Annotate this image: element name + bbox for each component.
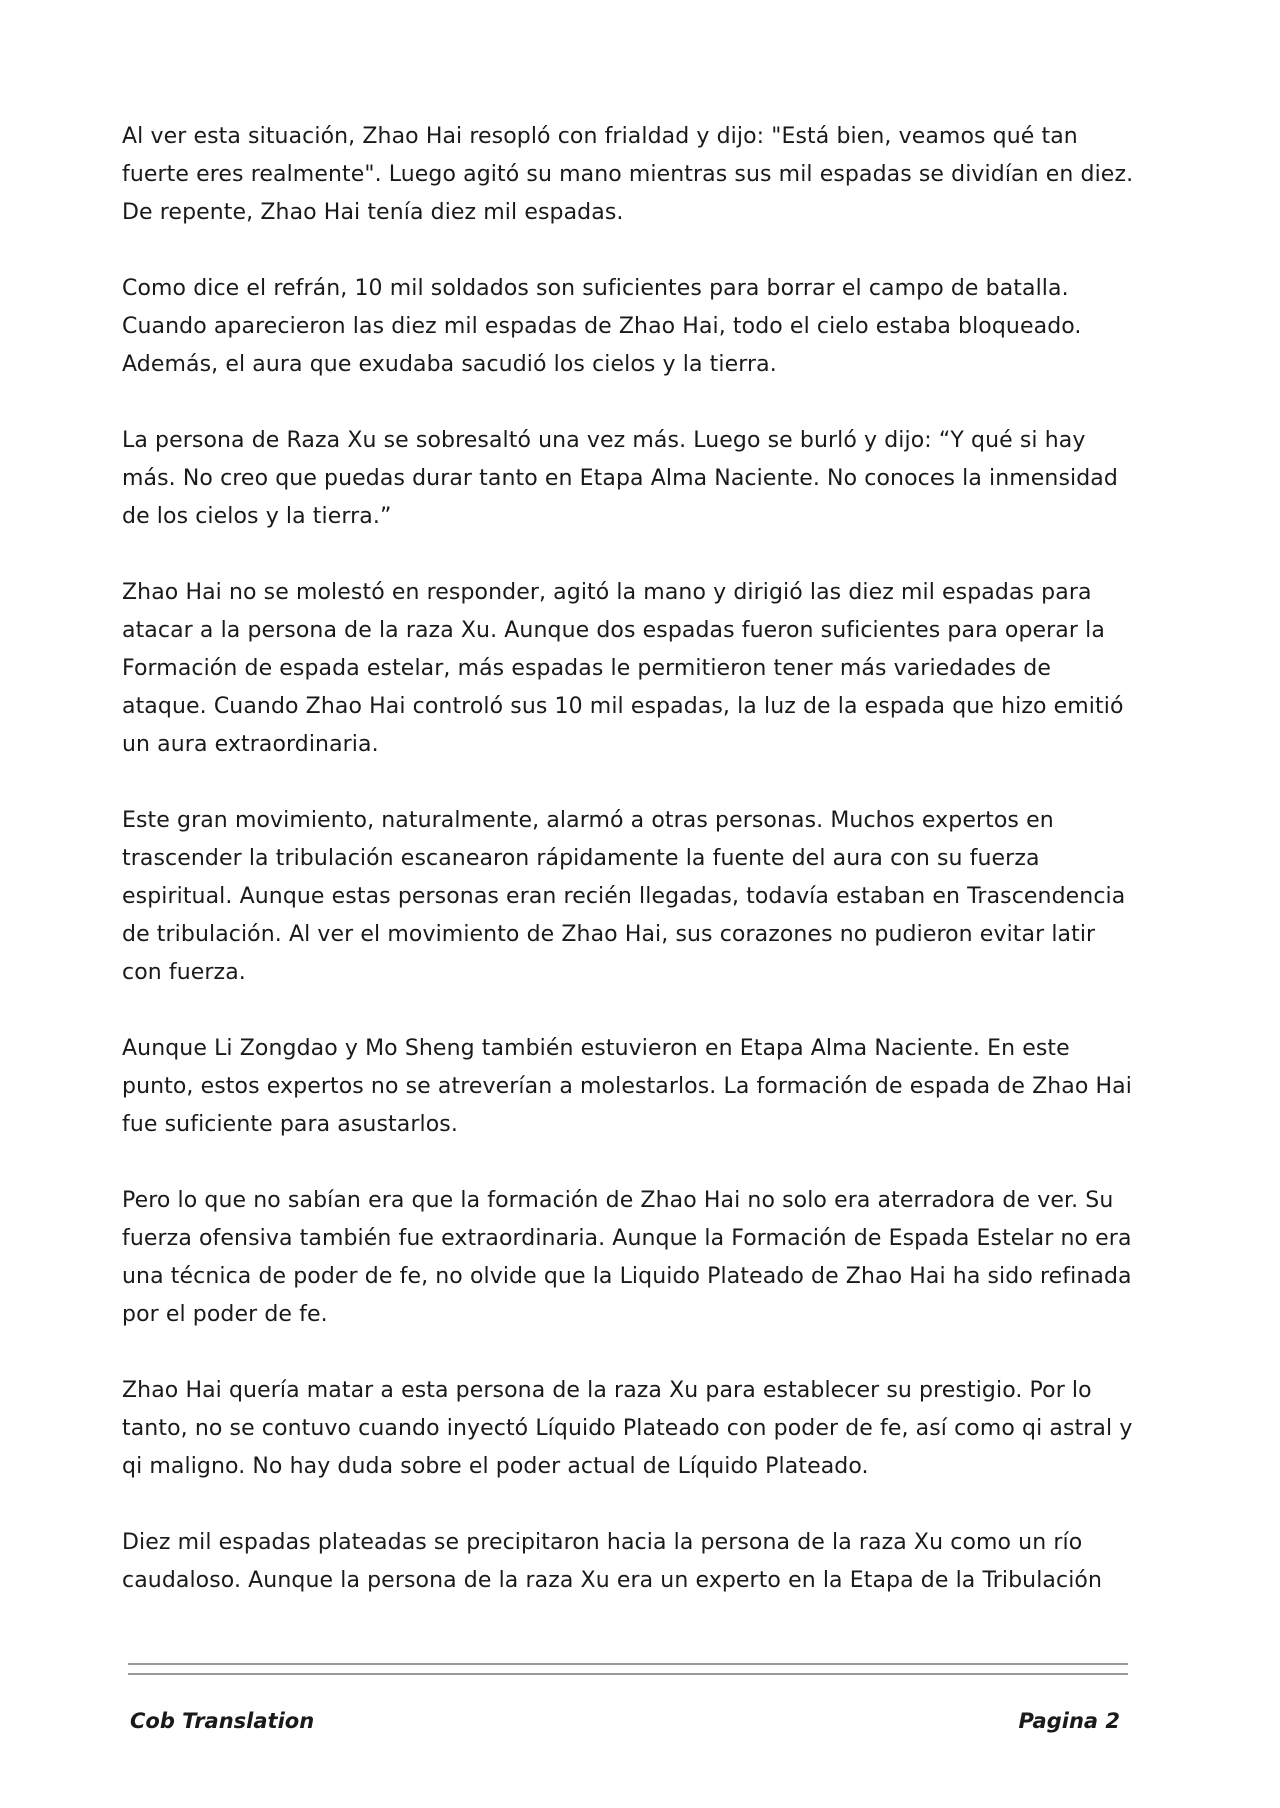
paragraph-4: Zhao Hai no se molestó en responder, agitó la mano y dirigió las diez mil espadas para atacar a la persona de la raza Xu. Aunque dos espadas fueron suficientes para operar la Formación de espada estelar, más espadas le permitieron tener más variedades de ataque. Cuando Zhao Hai controló sus 10 mil espadas, la luz de la espada que hizo emitió un aura extraordinaria. bbox=[122, 580, 1124, 757]
paragraph-5: Este gran movimiento, naturalmente, alarmó a otras personas. Muchos expertos en trascender la tribulación escanearon rápidamente la fuente del aura con su fuerza espiritual. Aunque estas personas eran recién llegadas, todavía estaban en Trascendencia de tribulación. Al ver el movimiento de Zhao Hai, sus corazones no pudieron evitar latir con fuerza. bbox=[122, 808, 1126, 985]
paragraph-1: Al ver esta situación, Zhao Hai resopló con frialdad y dijo: "Está bien, veamos qué tan fuerte eres realmente". Luego agitó su mano mientras sus mil espadas se dividían en diez. De repente, Zhao Hai tenía diez mil espadas. bbox=[122, 124, 1134, 225]
footer-divider-top bbox=[128, 1663, 1128, 1665]
paragraph-3: La persona de Raza Xu se sobresaltó una vez más. Luego se burló y dijo: “Y qué si hay más. No creo que puedas durar tanto en Etapa Alma Naciente. No conoces la inmensidad de los cielos y la tierra.” bbox=[122, 428, 1118, 529]
paragraph-7: Pero lo que no sabían era que la formación de Zhao Hai no solo era aterradora de ver. Su fuerza ofensiva también fue extraordinaria. Aunque la Formación de Espada Estelar no era una técnica de poder de fe, no olvide que la Liquido Plateado de Zhao Hai ha sido refinada por el poder de fe. bbox=[122, 1188, 1132, 1327]
document-body bbox=[122, 118, 1142, 1638]
footer-page-number: Pagina 2 bbox=[1018, 1709, 1120, 1733]
paragraph-9: Diez mil espadas plateadas se precipitaron hacia la persona de la raza Xu como un río caudaloso. Aunque la persona de la raza Xu era un experto en la Etapa de la Tribulación bbox=[122, 1530, 1103, 1593]
paragraph-8: Zhao Hai quería matar a esta persona de la raza Xu para establecer su prestigio. Por lo tanto, no se contuvo cuando inyectó Líquido Plateado con poder de fe, así como qi astral y qi maligno. No hay duda sobre el poder actual de Líquido Plateado. bbox=[122, 1378, 1133, 1479]
paragraph-2: Como dice el refrán, 10 mil soldados son suficientes para borrar el campo de batalla. Cuando aparecieron las diez mil espadas de Zhao Hai, todo el cielo estaba bloqueado. Además, el aura que exudaba sacudió los cielos y la tierra. bbox=[122, 276, 1082, 377]
paragraph-6: Aunque Li Zongdao y Mo Sheng también estuvieron en Etapa Alma Naciente. En este punto, estos expertos no se atreverían a molestarlos. La formación de espada de Zhao Hai fue suficiente para asustarlos. bbox=[122, 1036, 1132, 1137]
footer-divider-bottom bbox=[128, 1673, 1128, 1675]
footer-translator-credit: Cob Translation bbox=[130, 1709, 315, 1733]
